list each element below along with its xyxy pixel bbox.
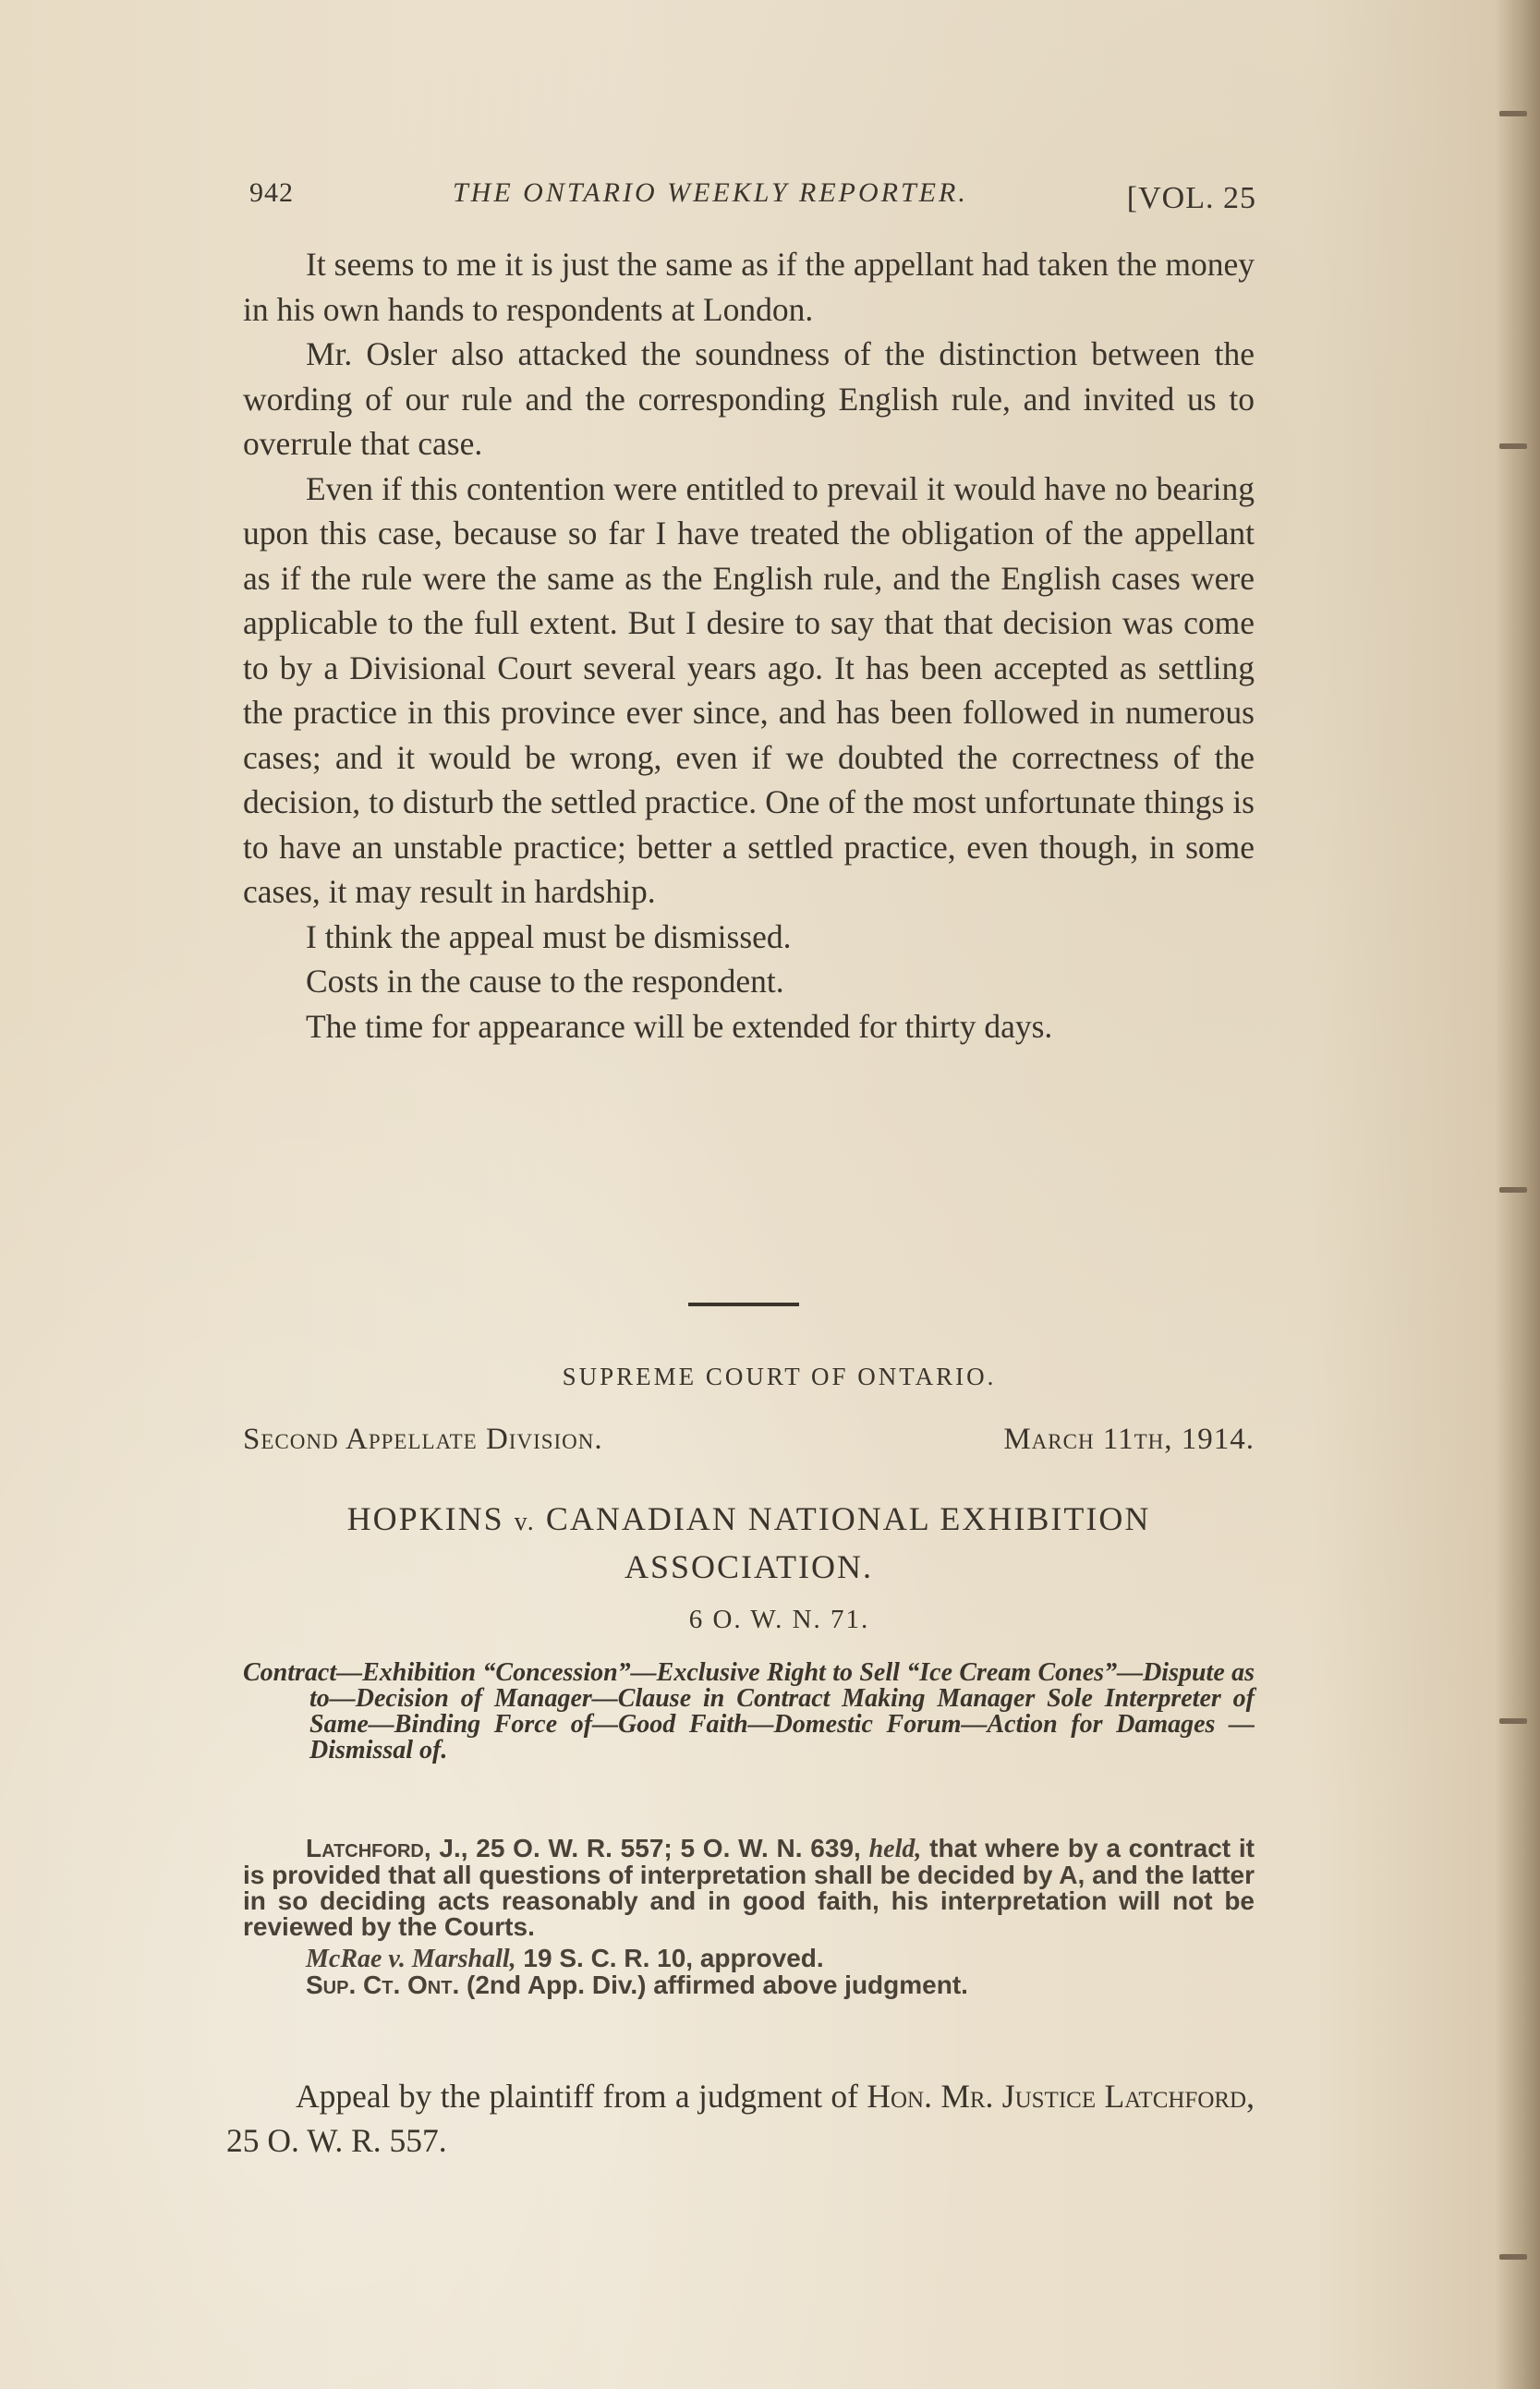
plaintiff-name: HOPKINS (346, 1500, 504, 1537)
volume-number: [VOL. 25 (1126, 181, 1256, 215)
paragraph: Costs in the cause to the respondent. (306, 963, 784, 1000)
division-name: Second Appellate Division. (243, 1423, 603, 1456)
court-name: SUPREME COURT OF ONTARIO. (562, 1363, 997, 1390)
paragraph: It seems to me it is just the same as if the appellant had taken the money in his own hands to respondents at London. (243, 246, 1255, 328)
binding-gutter (1496, 0, 1540, 2389)
case-title-line (243, 1497, 1255, 1545)
case-title-line: ASSOCIATION. (624, 1548, 874, 1585)
holding-summary (243, 1836, 1255, 1998)
affirmed-note: Sup. Ct. Ont. (2nd App. Div.) affirmed above judgment. (306, 1971, 968, 1999)
defendant-name: CANADIAN NATIONAL EXHIBITION (545, 1500, 1151, 1537)
paragraph: Mr. Osler also attacked the soundness of the distinction between the wording of our rule and the corresponding English rule, and invited us to overrule that case. (243, 335, 1255, 462)
judge-name: Hon. Mr. Justice Latchford (867, 2078, 1247, 2115)
case-citation: 6 O. W. N. 71. (688, 1605, 870, 1634)
paragraph: Even if this contention were entitled to prevail it would have no bearing upon this case, because so far I have treated the obligation of the appellant as if the rule were the same as the English rule, and the English cases were applicable to the full extent. But I desire to say that that decision was come to by a Divisional Court several years ago. It has been accepted as settling the practice in this province ever since, and has been followed in numerous cases; and it would be wrong, even if we doubted the correctness of the decision, to disturb the settled practice. One of the most unfortunate things is to have an unstable practice; better a settled practice, even though, in some cases, it may result in hardship. (243, 469, 1255, 910)
running-title: THE ONTARIO WEEKLY REPORTER. (453, 177, 968, 208)
binding-mark (1499, 443, 1527, 449)
binding-mark (1499, 1718, 1527, 1724)
decision-date: March 11th, 1914. (1003, 1423, 1255, 1456)
judgment-text (243, 242, 1255, 1049)
page-number: 942 (249, 177, 294, 208)
section-divider (688, 1303, 799, 1306)
versus: v. (514, 1508, 536, 1536)
paragraph: I think the appeal must be dismissed. (306, 917, 792, 955)
binding-mark (1499, 1187, 1527, 1193)
division-date-line (243, 1423, 1255, 1469)
binding-mark (1499, 111, 1527, 116)
appeal-paragraph: Appeal by the plaintiff from a judgment of Hon. Mr. Justice Latchford, 25 O. W. R. 557. (226, 2078, 1255, 2159)
paragraph: The time for appearance will be extended for thirty days. (306, 1007, 1053, 1045)
judge-name: Latchford (306, 1834, 424, 1862)
holding-paragraph: Latchford, J., 25 O. W. R. 557; 5 O. W. N. 639, held, that where by a contract it is provided that all questions of interpretation shall be decided by A, and the latter in so deciding acts reasonably and in good faith, his interpretation will not be reviewed by the Courts. (243, 1834, 1255, 1941)
headnote: Contract—Exhibition “Concession”—Exclusive Right to Sell “Ice Cream Cones”—Dispute as to—Decision of Manager—Clause in Contract Making Manager Sole Interpreter of Same—Binding Force of—Good Faith—Domestic Forum—Action for Damages —Dismissal of. (243, 1658, 1255, 1764)
binding-mark (1499, 2254, 1527, 2260)
approved-case: McRae v. Marshall, 19 S. C. R. 10, approved. (306, 1944, 824, 1973)
case-title (243, 1497, 1255, 1589)
running-header (249, 174, 1256, 220)
